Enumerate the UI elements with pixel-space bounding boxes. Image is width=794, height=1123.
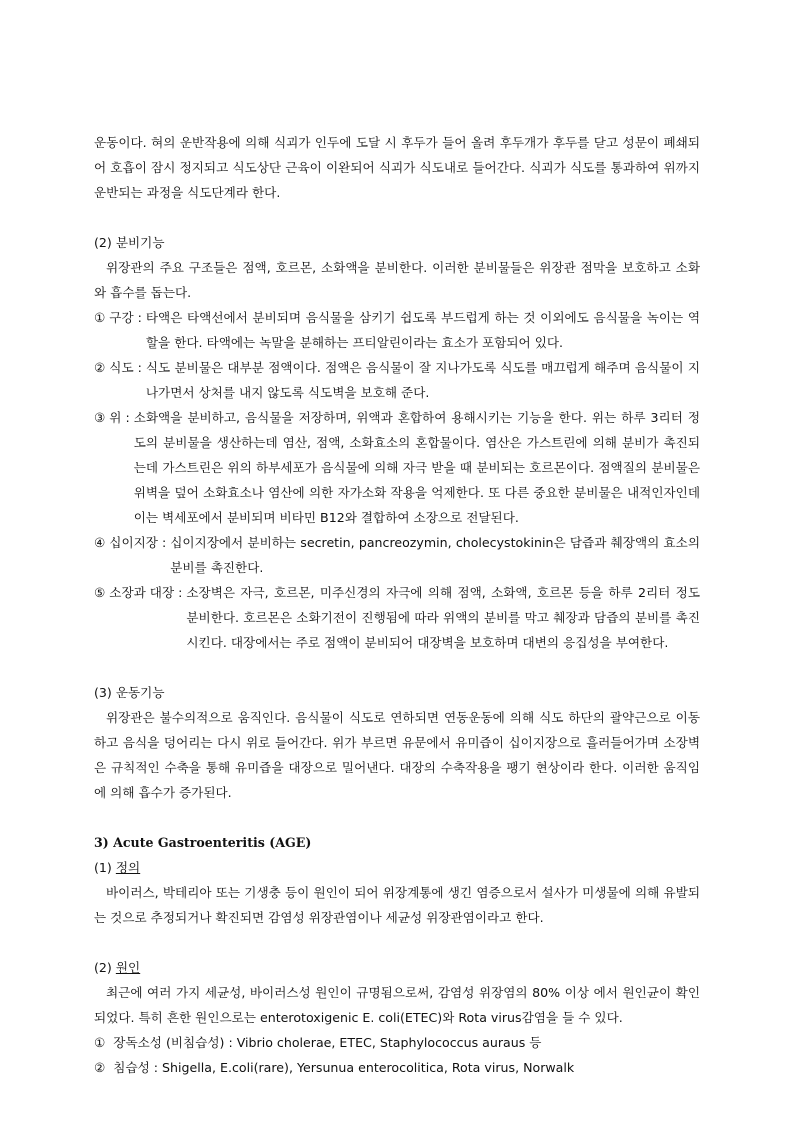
document-body [94, 130, 700, 1080]
list-item-text: 소화액을 분비하고, 음식물을 저장하며, 위액과 혼합하여 용해시키는 기능을 한다. 위는 하루 3리터 정도의 분비물을 생산하는데 염산, 점액, 소화효소의 혼합물이다. 염산은 가스트린에 의해 분비가 촉진되는데 가스트린은 위의 하부세포가 음식물에 의해 자극 받을 때 분비되는 호르몬이다. 점액질의 분비물은 위벽을 덮어 소화효소나 염산에 의한 자가소화 작용을 억제한다. 또 다른 중요한 분비물은 내적인자인데 이는 벽세포에서 분비되며 비타민 B12와 결합하여 소장으로 전달된다. [133, 410, 700, 525]
list-item-label: ② 식도 : [94, 360, 146, 375]
list-item-label: ① [94, 1035, 114, 1050]
list-item-text: 십이지장에서 분비하는 secretin, pancreozymin, cholecystokinin은 담즙과 췌장액의 효소의 분비를 촉진한다. [170, 535, 700, 575]
list-item [94, 580, 700, 655]
list-item-label: ④ 십이지장 : [94, 535, 171, 550]
list-item-text: 식도 분비물은 대부분 점액이다. 점액은 음식물이 잘 지나가도록 식도를 매끄럽게 해주며 음식물이 지나가면서 상처를 내지 않도록 식도벽을 보호해 준다. [145, 360, 700, 400]
list-item-label: ⑤ 소장과 대장 : [94, 585, 187, 600]
cause-heading [94, 955, 700, 980]
list-item-text: 소장벽은 자극, 호르몬, 미주신경의 자극에 의해 점액, 소화액, 호르몬 등을 하루 2리터 정도 분비한다. 호르몬은 소화기전이 진행됨에 따라 위액의 분비를 막고 췌장과 담즙의 분비를 촉진시킨다. 대장에서는 주로 점액이 분비되어 대장벽을 보호하며 대변의 응집성을 부여한다. [186, 585, 700, 650]
list-item [94, 405, 700, 530]
list-item-text: 타액은 타액선에서 분비되며 음식물을 삼키기 쉽도록 부드럽게 하는 것 이외에도 음식물을 녹이는 역할을 한다. 타액에는 녹말을 분해하는 프티알린이라는 효소가 포함되어 있다. [145, 310, 700, 350]
list-item-label: ① 구강 : [94, 310, 146, 325]
definition-prefix: (1) [94, 860, 116, 875]
cause-prefix: (2) [94, 960, 116, 975]
list-item-label: ③ 위 : [94, 410, 134, 425]
definition-heading [94, 855, 700, 880]
intro-paragraph: 운동이다. 혀의 운반작용에 의해 식괴가 인두에 도달 시 후두가 들어 올려 후두개가 후두를 닫고 성문이 폐쇄되어 호흡이 잠시 정지되고 식도상단 근육이 이완되어 식괴가 식도내로 들어간다. 식괴가 식도를 통과하여 위까지 운반되는 과정을 식도단계라 한다. [94, 135, 700, 200]
secretion-heading: (2) 분비기능 [94, 235, 165, 250]
motility-heading: (3) 운동기능 [94, 685, 165, 700]
list-item [94, 355, 700, 405]
definition-paragraph: 바이러스, 박테리아 또는 기생충 등이 원인이 되어 위장계통에 생긴 염증으로서 설사가 미생물에 의해 유발되는 것으로 추정되거나 확진되면 감염성 위장관염이나 세균성 위장관염이라고 한다. [94, 885, 700, 925]
cause-heading-text: 원인 [115, 960, 141, 975]
list-item [94, 530, 700, 580]
list-item [94, 305, 700, 355]
list-item [94, 1030, 700, 1055]
definition-heading-text: 정의 [115, 860, 141, 875]
list-item-label: ② [94, 1060, 114, 1075]
secretion-intro: 위장관의 주요 구조들은 점액, 호르몬, 소화액을 분비한다. 이러한 분비물들은 위장관 점막을 보호하고 소화와 흡수를 돕는다. [94, 260, 700, 300]
list-item-text: 장독소성 (비침습성) : Vibrio cholerae, ETEC, Staphylococcus auraus 등 [113, 1035, 542, 1050]
list-item [94, 1055, 700, 1080]
cause-paragraph: 최근에 여러 가지 세균성, 바이러스성 원인이 규명됨으로써, 감염성 위장염의 80% 이상 에서 원인균이 확인되었다. 특히 흔한 원인으로는 enterotoxigenic E. coli(ETEC)와 Rota virus감염을 들 수 있다. [94, 985, 700, 1025]
list-item-text: 침습성 : Shigella, E.coli(rare), Yersunua enterocolitica, Rota virus, Norwalk [113, 1060, 575, 1075]
motility-paragraph: 위장관은 불수의적으로 움직인다. 음식물이 식도로 연하되면 연동운동에 의해 식도 하단의 괄약근으로 이동하고 음식을 덩어리는 다시 위로 들어간다. 위가 부르면 유문에서 유미즙이 십이지장으로 흘러들어가며 소장벽은 규칙적인 수축을 통해 유미즙을 대장으로 밀어낸다. 대장의 수축작용을 팽기 현상이라 한다. 이러한 움직임에 의해 흡수가 증가된다. [94, 710, 700, 800]
section-title: 3) Acute Gastroenteritis (AGE) [94, 835, 312, 850]
